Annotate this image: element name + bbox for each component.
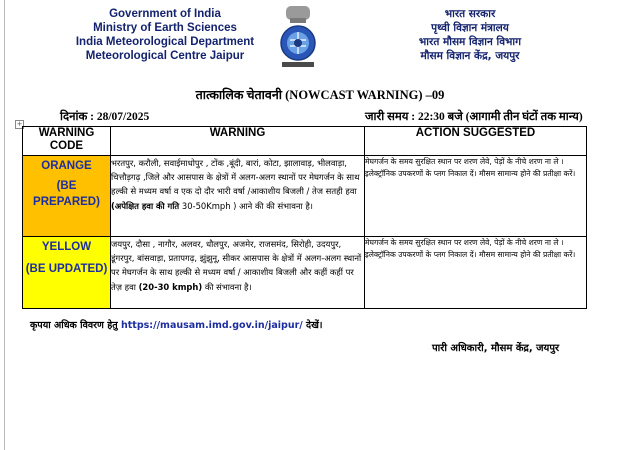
- warning-text: जयपुर, दौसा , नागौर, अलवर, धौलपुर, अजमेर, राजसमंद, सिरोही, उदयपुर, डूंगरपुर, बांसवाड़ा, प्रतापगढ़, झुंझुनू, सीकर आसपास के क्षेत्रों में अलग-अलग स्थानों पर मेघगर्जन के साथ हल्की से मध्यम वर्षा / आकाशीय बिजली और कहीं कहीं पर तेज़ हवा: [111, 239, 362, 292]
- header-hi-line: भारत मौसम विज्ञान विभाग: [418, 36, 522, 48]
- header-hindi: [365, 7, 575, 63]
- signature: पारी अधिकारी, मौसम केंद्र, जयपुर: [432, 343, 560, 354]
- table-row-orange: [23, 156, 587, 237]
- warning-tail-text: की संभावना है।: [204, 281, 252, 292]
- issue-time: जारी समय : 22:30 बजे (आगामी तीन घंटों तक मान्य): [365, 111, 583, 123]
- warning-table: [22, 126, 587, 309]
- warning-text-orange: [111, 156, 365, 237]
- header-en-line: India Meteorological Department: [75, 36, 255, 48]
- more-info-line: [30, 318, 322, 331]
- code-sub-label: (BE UPDATED): [25, 263, 108, 275]
- warning-bold-text: (अपेक्षित हवा की गति: [111, 200, 180, 211]
- table-move-handle[interactable]: +: [16, 120, 23, 128]
- col-header-code: WARNING CODE: [23, 127, 111, 156]
- header-en-line: Government of India: [109, 8, 221, 20]
- page-left-border: [4, 0, 5, 450]
- warning-text: भरतपुर, करौली, सवाईमाधोपुर , टोंक ,बूंदी, बारां, कोटा, झालावाड़, भीलवाड़ा, चित्तौड़गढ़ ,जिले और आसपास के क्षेत्रों में अलग-अलग स्थानों पर मेघगर्जन के साथ हल्की से मध्यम वर्षा व एक दो दौर भारी वर्षा /आकाशीय बिजली / तेज सतही हवा: [111, 158, 360, 197]
- header-english: [60, 7, 270, 63]
- code-sub-label: (BE PREPARED): [33, 180, 100, 208]
- more-info-link[interactable]: https://mausam.imd.gov.in/jaipur/: [121, 320, 303, 331]
- more-info-tail: देखें।: [306, 320, 323, 331]
- col-header-action: ACTION SUGGESTED: [365, 127, 587, 156]
- header-hi-line: भारत सरकार: [444, 8, 496, 20]
- issue-date: दिनांक : 28/07/2025: [60, 111, 150, 123]
- header-hi-line: पृथ्वी विज्ञान मंत्रालय: [431, 22, 509, 34]
- code-label: YELLOW: [41, 241, 92, 253]
- code-label: ORANGE: [41, 160, 92, 172]
- header-hi-line: मौसम विज्ञान केंद्र, जयपुर: [420, 50, 520, 62]
- table-header-row: [23, 127, 587, 156]
- header-en-line: Ministry of Earth Sciences: [93, 22, 237, 34]
- warning-code-orange: [23, 156, 111, 237]
- warning-bold-text: (20-30 kmph): [138, 281, 203, 292]
- imd-emblem-icon: [276, 4, 320, 70]
- action-text-orange: मेघगर्जन के समय सुरक्षित स्थान पर शरण लेवे, पेड़ों के नीचे शरण ना ले । इलेक्ट्रॉनिक उपकरणों के प्लग निकाल दें। मौसम सामान्य होने की प्रतीक्षा करें।: [365, 156, 587, 237]
- bulletin-title: तात्कालिक चेतावनी (NOWCAST WARNING) –09: [195, 88, 445, 102]
- header-en-line: Meteorological Centre Jaipur: [85, 50, 245, 62]
- warning-code-yellow: [23, 237, 111, 309]
- action-text-yellow: मेघगर्जन के समय सुरक्षित स्थान पर शरण लेवे, पेड़ों के नीचे शरण ना ले । इलेक्ट्रॉनिक उपकरणों के प्लग निकाल दें। मौसम सामान्य होने की प्रतीक्षा करें।: [365, 237, 587, 309]
- warning-tail-text: 30-50Kmph ) आने की की संभावना है।: [181, 200, 313, 211]
- more-info-text: कृपया अधिक विवरण हेतु: [30, 320, 118, 331]
- table-row-yellow: [23, 237, 587, 309]
- warning-text-yellow: [111, 237, 365, 309]
- col-header-warning: WARNING: [111, 127, 365, 156]
